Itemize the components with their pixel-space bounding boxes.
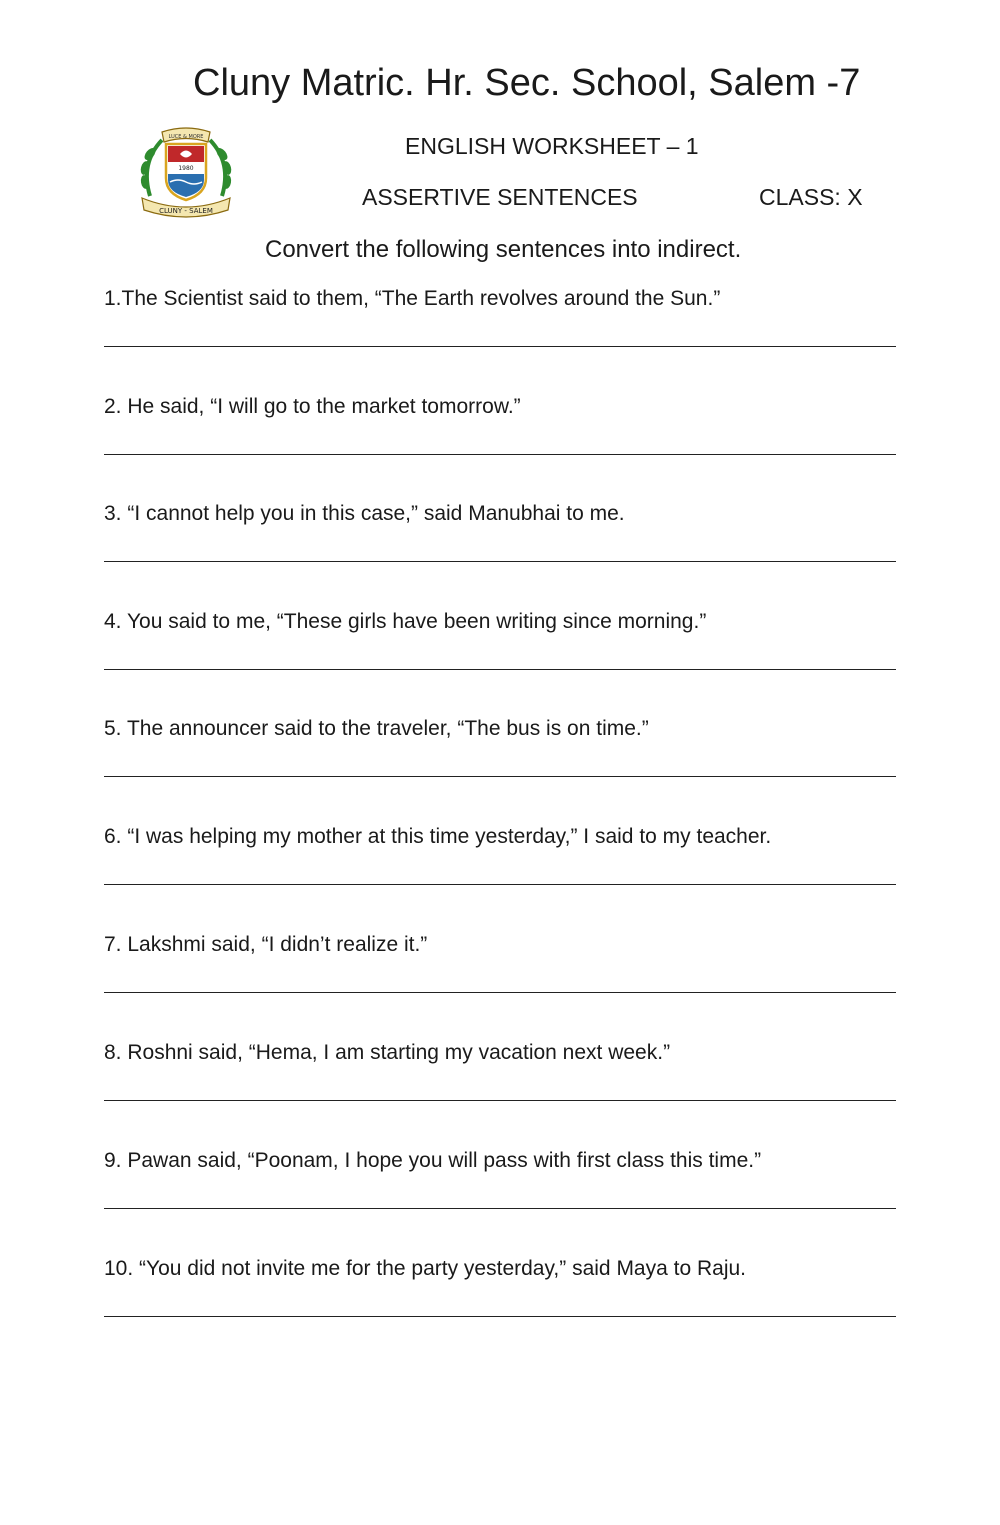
- answer-line[interactable]: [104, 1100, 896, 1101]
- question-item: [104, 610, 904, 710]
- question-item: [104, 1149, 904, 1249]
- question-text: 1.The Scientist said to them, “The Earth revolves around the Sun.”: [104, 287, 721, 310]
- question-text: 6. “I was helping my mother at this time yesterday,” I said to my teacher.: [104, 825, 772, 848]
- answer-line[interactable]: [104, 776, 896, 777]
- question-text: 4. You said to me, “These girls have been writing since morning.”: [104, 610, 707, 633]
- question-text: 5. The announcer said to the traveler, “The bus is on time.”: [104, 717, 649, 740]
- answer-line[interactable]: [104, 669, 896, 670]
- question-item: [104, 502, 904, 602]
- question-text: 7. Lakshmi said, “I didn’t realize it.”: [104, 933, 428, 956]
- answer-line[interactable]: [104, 884, 896, 885]
- question-text: 2. He said, “I will go to the market tomorrow.”: [104, 395, 521, 418]
- question-item: [104, 1041, 904, 1141]
- school-crest-icon: [132, 118, 240, 224]
- answer-line[interactable]: [104, 454, 896, 455]
- svg-text:CLUNY - SALEM: CLUNY - SALEM: [159, 207, 213, 215]
- question-item: [104, 933, 904, 1033]
- school-title: Cluny Matric. Hr. Sec. School, Salem -7: [193, 62, 861, 104]
- instruction-text: Convert the following sentences into indirect.: [265, 236, 742, 263]
- question-item: [104, 287, 904, 387]
- question-text: 8. Roshni said, “Hema, I am starting my vacation next week.”: [104, 1041, 671, 1064]
- svg-text:LUCE & MORE: LUCE & MORE: [168, 134, 204, 140]
- topic-heading: ASSERTIVE SENTENCES: [362, 184, 638, 210]
- question-text: 3. “I cannot help you in this case,” said Manubhai to me.: [104, 502, 625, 525]
- answer-line[interactable]: [104, 1316, 896, 1317]
- question-item: [104, 395, 904, 495]
- class-label: CLASS: X: [759, 184, 863, 210]
- school-logo: [132, 118, 240, 224]
- answer-line[interactable]: [104, 1208, 896, 1209]
- question-item: [104, 1257, 904, 1357]
- answer-line[interactable]: [104, 346, 896, 347]
- question-text: 10. “You did not invite me for the party yesterday,” said Maya to Raju.: [104, 1257, 746, 1280]
- question-item: [104, 825, 904, 925]
- question-item: [104, 717, 904, 817]
- worksheet-title: ENGLISH WORKSHEET – 1: [405, 133, 699, 159]
- answer-line[interactable]: [104, 561, 896, 562]
- answer-line[interactable]: [104, 992, 896, 993]
- svg-text:1980: 1980: [178, 165, 194, 172]
- question-text: 9. Pawan said, “Poonam, I hope you will pass with first class this time.”: [104, 1149, 762, 1172]
